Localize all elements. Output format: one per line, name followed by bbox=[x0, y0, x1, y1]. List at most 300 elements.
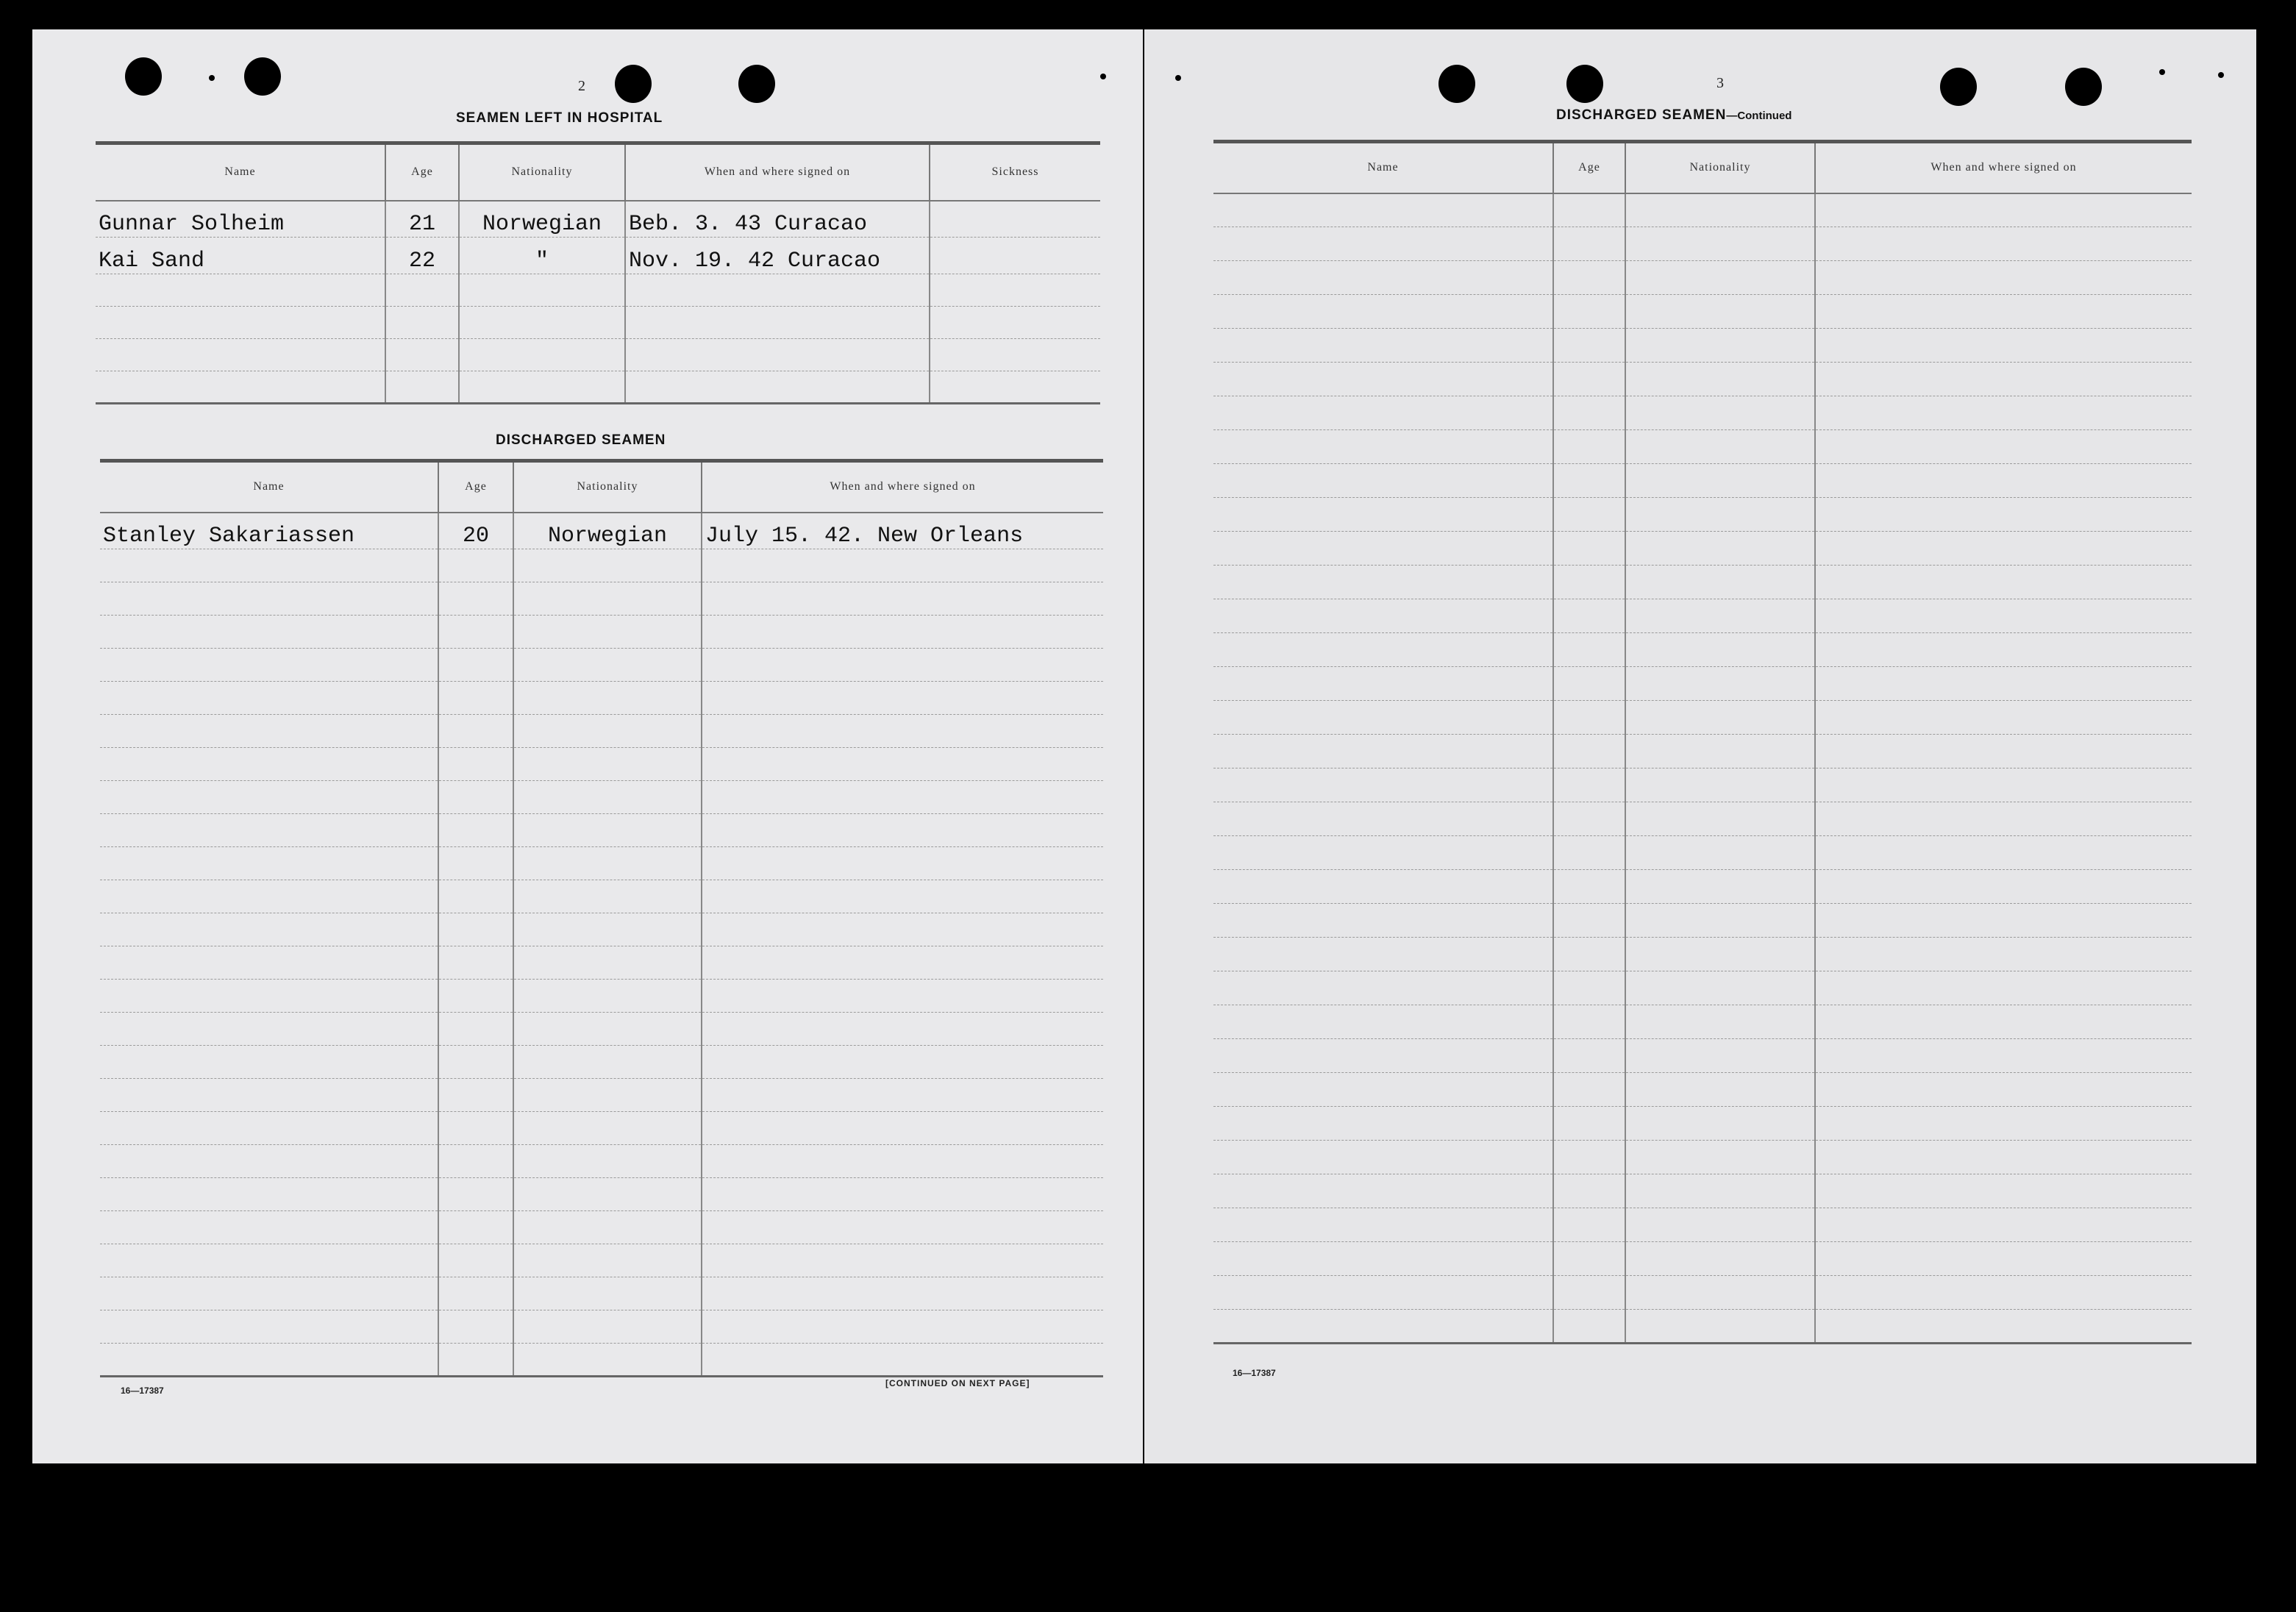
blank-cell bbox=[100, 847, 438, 880]
table-row bbox=[96, 274, 1100, 307]
blank-cell bbox=[1625, 870, 1815, 904]
blank-table-row bbox=[1213, 1174, 2192, 1208]
blank-cell bbox=[1553, 464, 1625, 498]
blank-cell bbox=[1625, 1208, 1815, 1242]
blank-cell bbox=[1213, 1276, 1553, 1310]
blank-cell bbox=[1213, 430, 1553, 464]
blank-cell bbox=[1815, 1005, 2192, 1039]
blank-cell bbox=[438, 814, 513, 847]
blank-cell bbox=[1625, 1039, 1815, 1073]
seaman-age: 22 bbox=[385, 238, 459, 274]
seaman-signed-on: Nov. 19. 42 Curacao bbox=[625, 238, 930, 274]
blank-cell bbox=[1213, 1141, 1553, 1174]
seaman-nationality: Norwegian bbox=[459, 201, 625, 238]
blank-cell bbox=[702, 913, 1103, 946]
seaman-nationality bbox=[459, 339, 625, 371]
blank-cell bbox=[1815, 1174, 2192, 1208]
blank-cell bbox=[513, 1178, 702, 1211]
blank-table-row bbox=[100, 847, 1103, 880]
blank-cell bbox=[702, 1046, 1103, 1079]
blank-table-row bbox=[100, 1079, 1103, 1112]
blank-cell bbox=[1213, 938, 1553, 971]
blank-table-row bbox=[100, 980, 1103, 1013]
blank-table-row bbox=[100, 1277, 1103, 1310]
blank-cell bbox=[702, 847, 1103, 880]
blank-cell bbox=[1553, 735, 1625, 768]
blank-cell bbox=[1625, 1242, 1815, 1276]
blank-table-row bbox=[1213, 870, 2192, 904]
blank-cell bbox=[702, 1013, 1103, 1046]
blank-table-row bbox=[1213, 566, 2192, 599]
blank-cell bbox=[513, 748, 702, 781]
blank-cell bbox=[1625, 532, 1815, 566]
blank-cell bbox=[100, 715, 438, 748]
blank-cell bbox=[513, 880, 702, 913]
binder-dot bbox=[209, 75, 215, 81]
blank-cell bbox=[513, 1244, 702, 1277]
blank-cell bbox=[1553, 836, 1625, 870]
seaman-name: Gunnar Solheim bbox=[96, 201, 385, 238]
blank-cell bbox=[100, 582, 438, 616]
blank-cell bbox=[513, 1310, 702, 1344]
blank-cell bbox=[513, 1079, 702, 1112]
seaman-signed-on: July 15. 42. New Orleans bbox=[702, 513, 1103, 549]
blank-cell bbox=[1815, 430, 2192, 464]
blank-cell bbox=[513, 1046, 702, 1079]
blank-cell bbox=[438, 715, 513, 748]
blank-cell bbox=[702, 1310, 1103, 1344]
table-row bbox=[96, 371, 1100, 404]
blank-cell bbox=[702, 649, 1103, 682]
blank-cell bbox=[1213, 904, 1553, 938]
blank-cell bbox=[1213, 701, 1553, 735]
blank-cell bbox=[1625, 701, 1815, 735]
blank-table-row bbox=[1213, 227, 2192, 261]
header-signed-on: When and where signed on bbox=[625, 143, 930, 201]
header-age: Age bbox=[1553, 142, 1625, 193]
blank-cell bbox=[1553, 1141, 1625, 1174]
blank-cell bbox=[1213, 802, 1553, 836]
blank-cell bbox=[1553, 1208, 1625, 1242]
blank-cell bbox=[100, 880, 438, 913]
blank-table-row bbox=[1213, 1208, 2192, 1242]
blank-cell bbox=[1625, 599, 1815, 633]
seaman-age bbox=[385, 307, 459, 339]
table-row bbox=[96, 339, 1100, 371]
blank-cell bbox=[702, 549, 1103, 582]
blank-cell bbox=[1625, 1107, 1815, 1141]
blank-cell bbox=[1553, 1107, 1625, 1141]
blank-cell bbox=[1213, 971, 1553, 1005]
blank-cell bbox=[702, 616, 1103, 649]
blank-cell bbox=[1625, 396, 1815, 430]
seaman-signed-on bbox=[625, 307, 930, 339]
blank-table-row bbox=[100, 1112, 1103, 1145]
blank-table-row bbox=[100, 814, 1103, 847]
blank-cell bbox=[1625, 1005, 1815, 1039]
blank-cell bbox=[1213, 566, 1553, 599]
blank-cell bbox=[100, 1013, 438, 1046]
blank-table-row bbox=[100, 682, 1103, 715]
blank-cell bbox=[1815, 701, 2192, 735]
header-name: Name bbox=[1213, 142, 1553, 193]
blank-cell bbox=[702, 1178, 1103, 1211]
header-signed-on: When and where signed on bbox=[702, 461, 1103, 513]
header-name: Name bbox=[96, 143, 385, 201]
blank-cell bbox=[513, 1211, 702, 1244]
blank-cell bbox=[100, 1112, 438, 1145]
blank-cell bbox=[1625, 363, 1815, 396]
blank-cell bbox=[1815, 193, 2192, 227]
blank-cell bbox=[702, 1211, 1103, 1244]
blank-cell bbox=[1815, 768, 2192, 802]
blank-cell bbox=[1553, 1242, 1625, 1276]
seaman-sickness bbox=[930, 307, 1100, 339]
blank-cell bbox=[100, 1046, 438, 1079]
blank-table-row bbox=[100, 1046, 1103, 1079]
blank-cell bbox=[1815, 396, 2192, 430]
blank-cell bbox=[1553, 261, 1625, 295]
binder-hole bbox=[1438, 65, 1475, 103]
table-row bbox=[100, 513, 1103, 549]
blank-cell bbox=[438, 847, 513, 880]
blank-table-row bbox=[100, 748, 1103, 781]
blank-cell bbox=[513, 847, 702, 880]
blank-cell bbox=[1553, 1310, 1625, 1344]
blank-cell bbox=[1553, 193, 1625, 227]
seaman-age bbox=[385, 339, 459, 371]
blank-cell bbox=[1213, 464, 1553, 498]
blank-cell bbox=[438, 1046, 513, 1079]
header-age: Age bbox=[385, 143, 459, 201]
blank-cell bbox=[702, 814, 1103, 847]
discharged-continued-table bbox=[1213, 140, 2192, 1344]
blank-table-row bbox=[1213, 295, 2192, 329]
blank-cell bbox=[1625, 633, 1815, 667]
left-page bbox=[32, 29, 1143, 1463]
blank-table-row bbox=[1213, 430, 2192, 464]
blank-cell bbox=[1553, 227, 1625, 261]
blank-cell bbox=[1553, 295, 1625, 329]
blank-cell bbox=[1213, 768, 1553, 802]
blank-cell bbox=[100, 1310, 438, 1344]
binder-dot bbox=[1175, 75, 1181, 81]
blank-cell bbox=[1553, 363, 1625, 396]
blank-cell bbox=[1815, 363, 2192, 396]
blank-cell bbox=[1213, 1039, 1553, 1073]
blank-cell bbox=[100, 814, 438, 847]
blank-cell bbox=[1553, 532, 1625, 566]
binder-hole bbox=[738, 65, 775, 103]
blank-cell bbox=[438, 880, 513, 913]
blank-cell bbox=[1213, 1310, 1553, 1344]
blank-cell bbox=[1553, 971, 1625, 1005]
blank-table-row bbox=[100, 1178, 1103, 1211]
blank-cell bbox=[1553, 701, 1625, 735]
blank-cell bbox=[1625, 1174, 1815, 1208]
blank-cell bbox=[438, 980, 513, 1013]
seaman-nationality bbox=[459, 371, 625, 404]
table-row bbox=[96, 201, 1100, 238]
blank-cell bbox=[702, 582, 1103, 616]
page-number: 2 bbox=[578, 78, 585, 94]
blank-cell bbox=[1815, 1073, 2192, 1107]
blank-table-row bbox=[1213, 396, 2192, 430]
blank-cell bbox=[702, 1344, 1103, 1377]
seaman-sickness bbox=[930, 274, 1100, 307]
blank-cell bbox=[513, 549, 702, 582]
blank-table-row bbox=[1213, 464, 2192, 498]
blank-cell bbox=[702, 1079, 1103, 1112]
blank-table-row bbox=[1213, 1073, 2192, 1107]
blank-table-row bbox=[100, 649, 1103, 682]
binder-hole bbox=[615, 65, 652, 103]
blank-cell bbox=[513, 1112, 702, 1145]
blank-cell bbox=[1553, 1276, 1625, 1310]
blank-cell bbox=[513, 582, 702, 616]
blank-cell bbox=[1815, 870, 2192, 904]
blank-cell bbox=[438, 682, 513, 715]
blank-cell bbox=[438, 1244, 513, 1277]
blank-table-row bbox=[1213, 971, 2192, 1005]
blank-cell bbox=[1625, 938, 1815, 971]
seaman-sickness bbox=[930, 339, 1100, 371]
hospital-header-row bbox=[96, 143, 1100, 201]
blank-cell bbox=[1815, 1039, 2192, 1073]
seaman-age: 21 bbox=[385, 201, 459, 238]
blank-table-row bbox=[1213, 836, 2192, 870]
seaman-name bbox=[96, 274, 385, 307]
blank-cell bbox=[1213, 633, 1553, 667]
blank-cell bbox=[513, 715, 702, 748]
blank-cell bbox=[1213, 1005, 1553, 1039]
blank-cell bbox=[1553, 904, 1625, 938]
binder-hole bbox=[1940, 68, 1977, 106]
blank-table-row bbox=[100, 715, 1103, 748]
blank-cell bbox=[1815, 1310, 2192, 1344]
blank-cell bbox=[702, 748, 1103, 781]
blank-cell bbox=[1213, 193, 1553, 227]
blank-cell bbox=[702, 1145, 1103, 1178]
blank-cell bbox=[513, 1013, 702, 1046]
blank-cell bbox=[1625, 498, 1815, 532]
blank-cell bbox=[1213, 1107, 1553, 1141]
blank-table-row bbox=[1213, 1276, 2192, 1310]
blank-cell bbox=[1553, 566, 1625, 599]
blank-cell bbox=[1625, 295, 1815, 329]
blank-cell bbox=[1815, 836, 2192, 870]
blank-cell bbox=[1815, 1141, 2192, 1174]
blank-cell bbox=[100, 946, 438, 980]
blank-cell bbox=[702, 980, 1103, 1013]
blank-cell bbox=[702, 1277, 1103, 1310]
blank-cell bbox=[1815, 735, 2192, 768]
blank-cell bbox=[1625, 904, 1815, 938]
hospital-table bbox=[96, 141, 1100, 404]
blank-cell bbox=[1213, 667, 1553, 701]
discharged-table bbox=[100, 459, 1103, 1377]
discharged-section-title: DISCHARGED SEAMEN bbox=[496, 432, 666, 448]
blank-cell bbox=[1625, 261, 1815, 295]
blank-cell bbox=[702, 682, 1103, 715]
blank-cell bbox=[1553, 1005, 1625, 1039]
blank-table-row bbox=[100, 1211, 1103, 1244]
blank-cell bbox=[513, 946, 702, 980]
blank-table-row bbox=[1213, 599, 2192, 633]
blank-table-row bbox=[100, 1145, 1103, 1178]
blank-cell bbox=[1625, 1141, 1815, 1174]
blank-cell bbox=[702, 781, 1103, 814]
binder-dot bbox=[1100, 74, 1106, 79]
blank-cell bbox=[1625, 566, 1815, 599]
blank-table-row bbox=[1213, 633, 2192, 667]
blank-cell bbox=[1213, 599, 1553, 633]
blank-cell bbox=[1553, 396, 1625, 430]
blank-table-row bbox=[100, 1310, 1103, 1344]
blank-cell bbox=[1815, 971, 2192, 1005]
blank-cell bbox=[1625, 329, 1815, 363]
right-header-row bbox=[1213, 142, 2192, 193]
blank-cell bbox=[513, 616, 702, 649]
header-age: Age bbox=[438, 461, 513, 513]
hospital-section-title: SEAMEN LEFT IN HOSPITAL bbox=[456, 110, 663, 126]
continued-note: [CONTINUED ON NEXT PAGE] bbox=[885, 1378, 1030, 1388]
blank-cell bbox=[1815, 1107, 2192, 1141]
blank-cell bbox=[1553, 1073, 1625, 1107]
blank-table-row bbox=[1213, 904, 2192, 938]
header-sickness: Sickness bbox=[930, 143, 1100, 201]
blank-table-row bbox=[100, 781, 1103, 814]
blank-cell bbox=[438, 1013, 513, 1046]
blank-cell bbox=[100, 549, 438, 582]
blank-table-row bbox=[1213, 498, 2192, 532]
blank-cell bbox=[100, 913, 438, 946]
blank-cell bbox=[438, 649, 513, 682]
blank-cell bbox=[100, 980, 438, 1013]
blank-table-row bbox=[1213, 329, 2192, 363]
blank-cell bbox=[702, 715, 1103, 748]
blank-cell bbox=[438, 616, 513, 649]
blank-cell bbox=[1815, 633, 2192, 667]
blank-table-row bbox=[100, 616, 1103, 649]
blank-cell bbox=[1815, 667, 2192, 701]
blank-cell bbox=[438, 1211, 513, 1244]
seaman-nationality: Norwegian bbox=[513, 513, 702, 549]
seaman-name: Stanley Sakariassen bbox=[100, 513, 438, 549]
blank-cell bbox=[1213, 1242, 1553, 1276]
blank-cell bbox=[1213, 396, 1553, 430]
blank-table-row bbox=[100, 913, 1103, 946]
binder-hole bbox=[244, 57, 281, 96]
seaman-signed-on bbox=[625, 274, 930, 307]
blank-cell bbox=[438, 1344, 513, 1377]
blank-cell bbox=[100, 649, 438, 682]
blank-cell bbox=[438, 1310, 513, 1344]
blank-cell bbox=[1213, 498, 1553, 532]
header-nationality: Nationality bbox=[1625, 142, 1815, 193]
blank-cell bbox=[438, 1277, 513, 1310]
blank-cell bbox=[1815, 802, 2192, 836]
blank-cell bbox=[1815, 295, 2192, 329]
blank-table-row bbox=[1213, 1141, 2192, 1174]
form-number: 16—17387 bbox=[121, 1385, 164, 1396]
blank-cell bbox=[1553, 768, 1625, 802]
blank-cell bbox=[513, 781, 702, 814]
blank-cell bbox=[702, 880, 1103, 913]
blank-cell bbox=[1213, 1073, 1553, 1107]
blank-table-row bbox=[1213, 768, 2192, 802]
header-nationality: Nationality bbox=[459, 143, 625, 201]
blank-cell bbox=[1815, 904, 2192, 938]
blank-cell bbox=[438, 748, 513, 781]
blank-table-row bbox=[1213, 701, 2192, 735]
blank-cell bbox=[1625, 802, 1815, 836]
blank-cell bbox=[100, 1211, 438, 1244]
blank-cell bbox=[1815, 261, 2192, 295]
blank-cell bbox=[1553, 938, 1625, 971]
discharged-continued-title bbox=[1556, 107, 1791, 124]
blank-cell bbox=[100, 616, 438, 649]
seaman-signed-on: Beb. 3. 43 Curacao bbox=[625, 201, 930, 238]
blank-cell bbox=[438, 1079, 513, 1112]
blank-cell bbox=[100, 1079, 438, 1112]
blank-cell bbox=[438, 913, 513, 946]
blank-table-row bbox=[100, 549, 1103, 582]
blank-cell bbox=[1625, 667, 1815, 701]
seaman-age bbox=[385, 274, 459, 307]
blank-cell bbox=[438, 1112, 513, 1145]
blank-cell bbox=[513, 649, 702, 682]
blank-cell bbox=[1625, 735, 1815, 768]
blank-table-row bbox=[1213, 735, 2192, 768]
seaman-name: Kai Sand bbox=[96, 238, 385, 274]
blank-cell bbox=[1553, 329, 1625, 363]
title-main: DISCHARGED SEAMEN bbox=[1556, 107, 1727, 123]
binder-dot bbox=[2218, 72, 2224, 78]
seaman-sickness bbox=[930, 201, 1100, 238]
blank-cell bbox=[702, 1244, 1103, 1277]
blank-cell bbox=[438, 781, 513, 814]
blank-table-row bbox=[1213, 667, 2192, 701]
blank-cell bbox=[1625, 1276, 1815, 1310]
blank-cell bbox=[100, 1277, 438, 1310]
blank-cell bbox=[1553, 667, 1625, 701]
blank-table-row bbox=[1213, 532, 2192, 566]
page-number: 3 bbox=[1716, 75, 1724, 91]
header-nationality: Nationality bbox=[513, 461, 702, 513]
blank-cell bbox=[513, 814, 702, 847]
seaman-signed-on bbox=[625, 371, 930, 404]
binder-hole bbox=[125, 57, 162, 96]
blank-cell bbox=[1553, 633, 1625, 667]
blank-cell bbox=[100, 682, 438, 715]
blank-table-row bbox=[1213, 938, 2192, 971]
blank-cell bbox=[1625, 227, 1815, 261]
blank-cell bbox=[1625, 768, 1815, 802]
seaman-sickness bbox=[930, 238, 1100, 274]
blank-table-row bbox=[1213, 802, 2192, 836]
blank-cell bbox=[1815, 329, 2192, 363]
seaman-name bbox=[96, 371, 385, 404]
blank-cell bbox=[438, 549, 513, 582]
blank-cell bbox=[1815, 498, 2192, 532]
blank-cell bbox=[1815, 227, 2192, 261]
header-signed-on: When and where signed on bbox=[1815, 142, 2192, 193]
blank-cell bbox=[513, 1277, 702, 1310]
blank-cell bbox=[1553, 1039, 1625, 1073]
binder-hole bbox=[2065, 68, 2102, 106]
blank-table-row bbox=[100, 1244, 1103, 1277]
